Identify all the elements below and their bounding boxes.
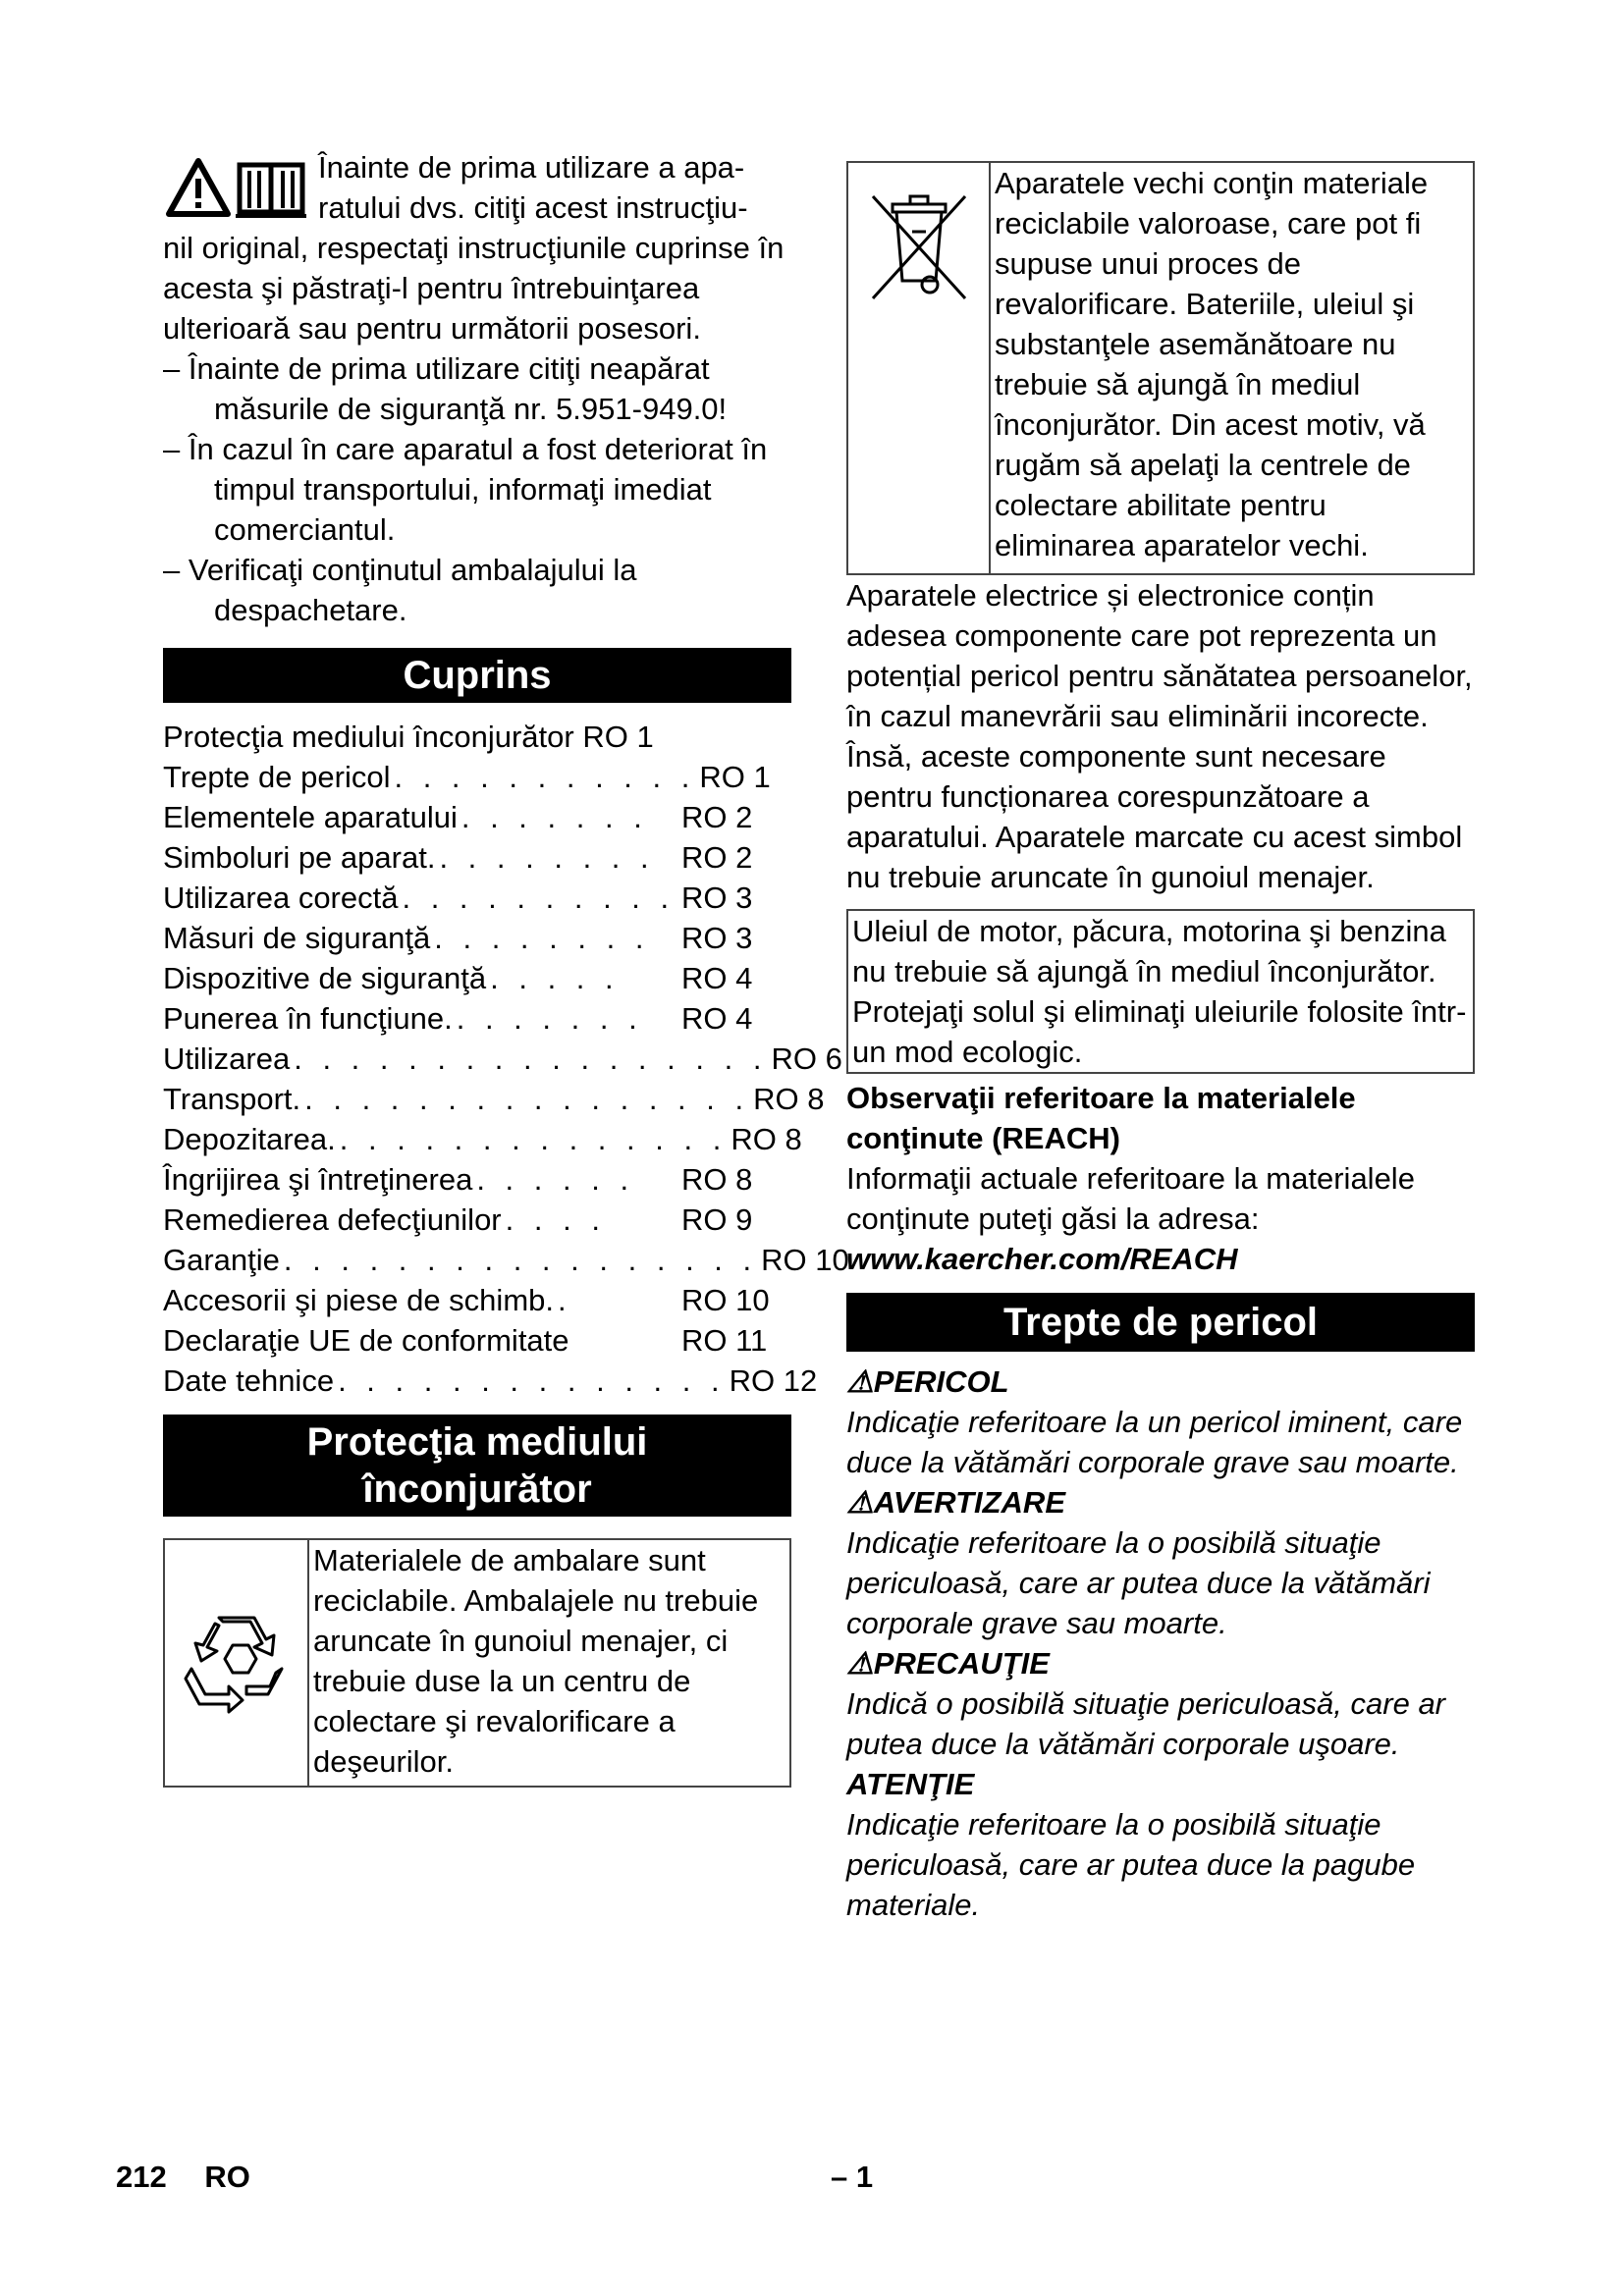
toc-entry[interactable] bbox=[163, 1280, 791, 1320]
reach-url[interactable]: www.kaercher.com/REACH bbox=[846, 1242, 1238, 1276]
toc-entry-page: RO 3 bbox=[681, 921, 753, 955]
toc-entry-label: Elementele aparatului bbox=[163, 800, 458, 834]
environment-heading-line2: înconjurător bbox=[362, 1468, 592, 1511]
left-column bbox=[163, 147, 849, 1788]
old-devices-box bbox=[846, 161, 1475, 575]
hazard-title: ⚠PRECAUŢIE bbox=[846, 1646, 1050, 1681]
toc-entry-label: Garanţie bbox=[163, 1243, 280, 1277]
toc-entry-label: Declaraţie UE de conformitate bbox=[163, 1323, 569, 1358]
toc-entry[interactable] bbox=[163, 1320, 791, 1361]
reach-title: Observaţii referitoare la materialele conţinute (REACH) bbox=[846, 1081, 1356, 1155]
language-code: RO bbox=[204, 2160, 250, 2194]
toc-entry-label: Punerea în funcţiune. bbox=[163, 1001, 453, 1036]
toc-entry[interactable] bbox=[163, 1200, 791, 1240]
intro-icons bbox=[163, 151, 310, 222]
toc-entry-leader: . . . . . . . bbox=[460, 800, 648, 834]
toc-entry[interactable] bbox=[163, 1240, 849, 1280]
warning-read-manual-icon bbox=[163, 151, 310, 222]
environment-heading-line1: Protecţia mediului bbox=[306, 1420, 648, 1464]
toc-entry-page: RO 3 bbox=[681, 881, 753, 915]
toc-entry-page: RO 8 bbox=[753, 1082, 825, 1116]
toc-entry-label: Măsuri de siguranţă bbox=[163, 921, 431, 955]
toc-entry-label: Remedierea defecţiunilor bbox=[163, 1202, 502, 1237]
toc-entry-leader bbox=[569, 1320, 681, 1361]
electric-devices-text: Aparatele electrice și electronice conțin adesea componente care pot reprezenta un potențial pericol pentru sănătatea persoanelor, în cazul manevrării sau eliminării incorecte. Însă, aceste componente sunt necesare pentru funcționarea corespunzătoare a aparatului. Aparatele marcate cu acest simbol nu trebuie aruncate în gunoiul menajer. bbox=[846, 578, 1473, 894]
toc-entry-leader: . . . . . . . . . . . bbox=[394, 760, 696, 794]
toc-heading: Cuprins bbox=[163, 648, 791, 703]
hazard-title: ATENŢIE bbox=[846, 1767, 975, 1801]
environment-heading bbox=[163, 1415, 791, 1517]
footer-left bbox=[116, 2160, 250, 2195]
bullet-item: – Verificaţi conţinutul ambalajului la despachetare. bbox=[163, 553, 637, 627]
section-page-number: – 1 bbox=[831, 2160, 874, 2194]
page-number: 212 bbox=[116, 2160, 167, 2194]
recycle-icon-cell bbox=[165, 1540, 309, 1786]
hazard-text: Indicaţie referitoare la o posibilă situaţie periculoasă, care ar putea duce la pagube materiale. bbox=[846, 1807, 1416, 1922]
toc-entry[interactable] bbox=[163, 837, 791, 878]
toc-entry[interactable] bbox=[163, 797, 791, 837]
intro-paragraph bbox=[163, 147, 791, 348]
toc-entry[interactable] bbox=[163, 1159, 791, 1200]
hazard-item bbox=[846, 1482, 1475, 1643]
bullet-item: – Înainte de prima utilizare citiţi neapărat măsurile de siguranţă nr. 5.951-949.0! bbox=[163, 351, 728, 426]
toc-entry-page: RO 2 bbox=[681, 840, 753, 875]
toc-entry-leader: . . . . . . . . . . . . . . . . . bbox=[294, 1041, 768, 1076]
toc-entry-leader: . . . . . . . bbox=[456, 1001, 643, 1036]
toc-entry-label: Depozitarea. bbox=[163, 1122, 336, 1156]
toc-entry-page: RO 1 bbox=[699, 760, 771, 794]
warning-triangle-icon: ⚠ bbox=[846, 1646, 874, 1681]
toc-entry[interactable] bbox=[163, 918, 791, 958]
recycle-icon bbox=[178, 1604, 296, 1722]
hazard-title: ⚠PERICOL bbox=[846, 1364, 1009, 1399]
hazard-item bbox=[846, 1643, 1475, 1764]
toc-entry-leader: . . . . . . . . . . bbox=[402, 881, 676, 915]
toc-entry[interactable] bbox=[163, 1079, 825, 1119]
toc-entry[interactable] bbox=[163, 1039, 842, 1079]
toc-entry-leader: . . . . . . . . bbox=[434, 921, 650, 955]
hazard-title: ⚠AVERTIZARE bbox=[846, 1485, 1065, 1520]
toc-entry-leader: . . . . . . . . . . . . . . . . bbox=[304, 1082, 750, 1116]
toc-entry-label: Utilizarea bbox=[163, 1041, 291, 1076]
toc-entry-label: Date tehnice bbox=[163, 1363, 335, 1398]
intro-rest: nil original, respectaţi instrucţiunile cuprinse în acesta şi păstraţi-l pentru întrebuinţarea ulterioară sau pentru următorii posesori. bbox=[163, 231, 785, 346]
old-devices-text: Aparatele vechi conţin materiale reciclabile valoroase, care pot fi supuse unui proces de revalorificare. Bateriile, uleiul şi substanţele asemănătoare nu trebuie să ajungă în mediul înconjurător. Din acest motiv, vă rugăm să apelaţi la centrele de colectare abilitate pentru eliminarea aparatelor vechi. bbox=[995, 166, 1429, 562]
crossed-out-bin-icon bbox=[865, 183, 973, 310]
crossed-bin-icon-cell bbox=[848, 163, 991, 573]
toc-entry[interactable] bbox=[163, 1119, 802, 1159]
toc-entry-leader: . bbox=[558, 1283, 572, 1317]
toc-entry[interactable] bbox=[163, 878, 791, 918]
toc-entry-leader: . . . . . . bbox=[476, 1162, 635, 1197]
toc-entry-leader: . . . . . . . . . . . . . . bbox=[339, 1122, 728, 1156]
toc-entry-page: RO 2 bbox=[681, 800, 753, 834]
toc-entry-page: RO 12 bbox=[729, 1363, 818, 1398]
toc-entry-leader: . . . . . . . . bbox=[439, 840, 655, 875]
toc-entry-label: Dispozitive de siguranţă bbox=[163, 961, 487, 995]
toc-entry-page: RO 8 bbox=[731, 1122, 802, 1156]
toc-entry-leader: . . . . bbox=[505, 1202, 606, 1237]
hazard-levels bbox=[846, 1362, 1475, 1925]
toc-entry-leader: . . . . . bbox=[490, 961, 620, 995]
warning-triangle-icon: ⚠ bbox=[846, 1485, 874, 1520]
warning-triangle-icon: ⚠ bbox=[846, 1364, 874, 1399]
toc-entry-label: Accesorii şi piese de schimb. bbox=[163, 1283, 554, 1317]
packaging-box bbox=[163, 1538, 791, 1788]
hazard-text: Indică o posibilă situaţie periculoasă, care ar putea duce la vătămări corporale uşoare. bbox=[846, 1686, 1446, 1761]
toc-entry[interactable] bbox=[163, 1361, 818, 1401]
toc-entry[interactable] bbox=[163, 757, 791, 797]
toc-entry-page: RO 4 bbox=[681, 961, 753, 995]
toc-entry-page: RO 10 bbox=[681, 1283, 770, 1317]
oil-warning-text: Uleiul de motor, păcura, motorina şi benzina nu trebuie să ajungă în mediul înconjurător. Protejaţi solul şi eliminaţi uleiurile folosite într-un mod ecologic. bbox=[852, 914, 1467, 1069]
toc-entry-page: RO 9 bbox=[681, 1202, 753, 1237]
toc-entry-page: RO 11 bbox=[681, 1323, 768, 1358]
toc-first-entry: Protecţia mediului înconjurător RO 1 bbox=[163, 720, 654, 754]
intro-line-1: Înainte de prima utilizare a apa- bbox=[318, 150, 745, 185]
hazard-item bbox=[846, 1764, 1475, 1925]
intro-line-2: ratului dvs. citiţi acest instrucţiu- bbox=[318, 190, 748, 225]
packaging-text: Materialele de ambalare sunt reciclabile. Ambalajele nu trebuie aruncate în gunoiul menajer, ci trebuie duse la un centru de colectare şi revalorificare a deşeurilor. bbox=[313, 1543, 759, 1779]
toc-entry-label: Îngrijirea şi întreţinerea bbox=[163, 1162, 473, 1197]
toc-entry-page: RO 6 bbox=[771, 1041, 842, 1076]
toc-entry-page: RO 10 bbox=[761, 1243, 849, 1277]
toc-entry-leader: . . . . . . . . . . . . . . bbox=[338, 1363, 726, 1398]
oil-warning-box bbox=[846, 909, 1475, 1074]
bullet-item: – În cazul în care aparatul a fost deteriorat în timpul transportului, informaţi imediat comerciantul. bbox=[163, 432, 768, 547]
hazard-item bbox=[846, 1362, 1475, 1482]
toc-entry-label: Utilizarea corectă bbox=[163, 881, 399, 915]
right-column bbox=[846, 161, 1475, 1925]
toc-entry-label: Simboluri pe aparat. bbox=[163, 840, 436, 875]
toc-entry-page: RO 8 bbox=[681, 1162, 753, 1197]
toc-entry-label: Transport. bbox=[163, 1082, 301, 1116]
toc-entry-leader: . . . . . . . . . . . . . . . . . bbox=[283, 1243, 758, 1277]
toc-entry[interactable] bbox=[163, 958, 791, 998]
hazard-text: Indicaţie referitoare la o posibilă situaţie periculoasă, care ar putea duce la vătămări corporale grave sau moarte. bbox=[846, 1525, 1431, 1640]
reach-text: Informaţii actuale referitoare la materialele conţinute puteţi găsi la adresa: bbox=[846, 1161, 1415, 1236]
toc-entry[interactable] bbox=[163, 998, 791, 1039]
toc-list bbox=[163, 717, 849, 1401]
toc-entry-label: Trepte de pericol bbox=[163, 760, 391, 794]
hazard-text: Indicaţie referitoare la un pericol iminent, care duce la vătămări corporale grave sau moarte. bbox=[846, 1405, 1463, 1479]
hazards-heading: Trepte de pericol bbox=[846, 1293, 1475, 1352]
toc-entry-page: RO 4 bbox=[681, 1001, 753, 1036]
